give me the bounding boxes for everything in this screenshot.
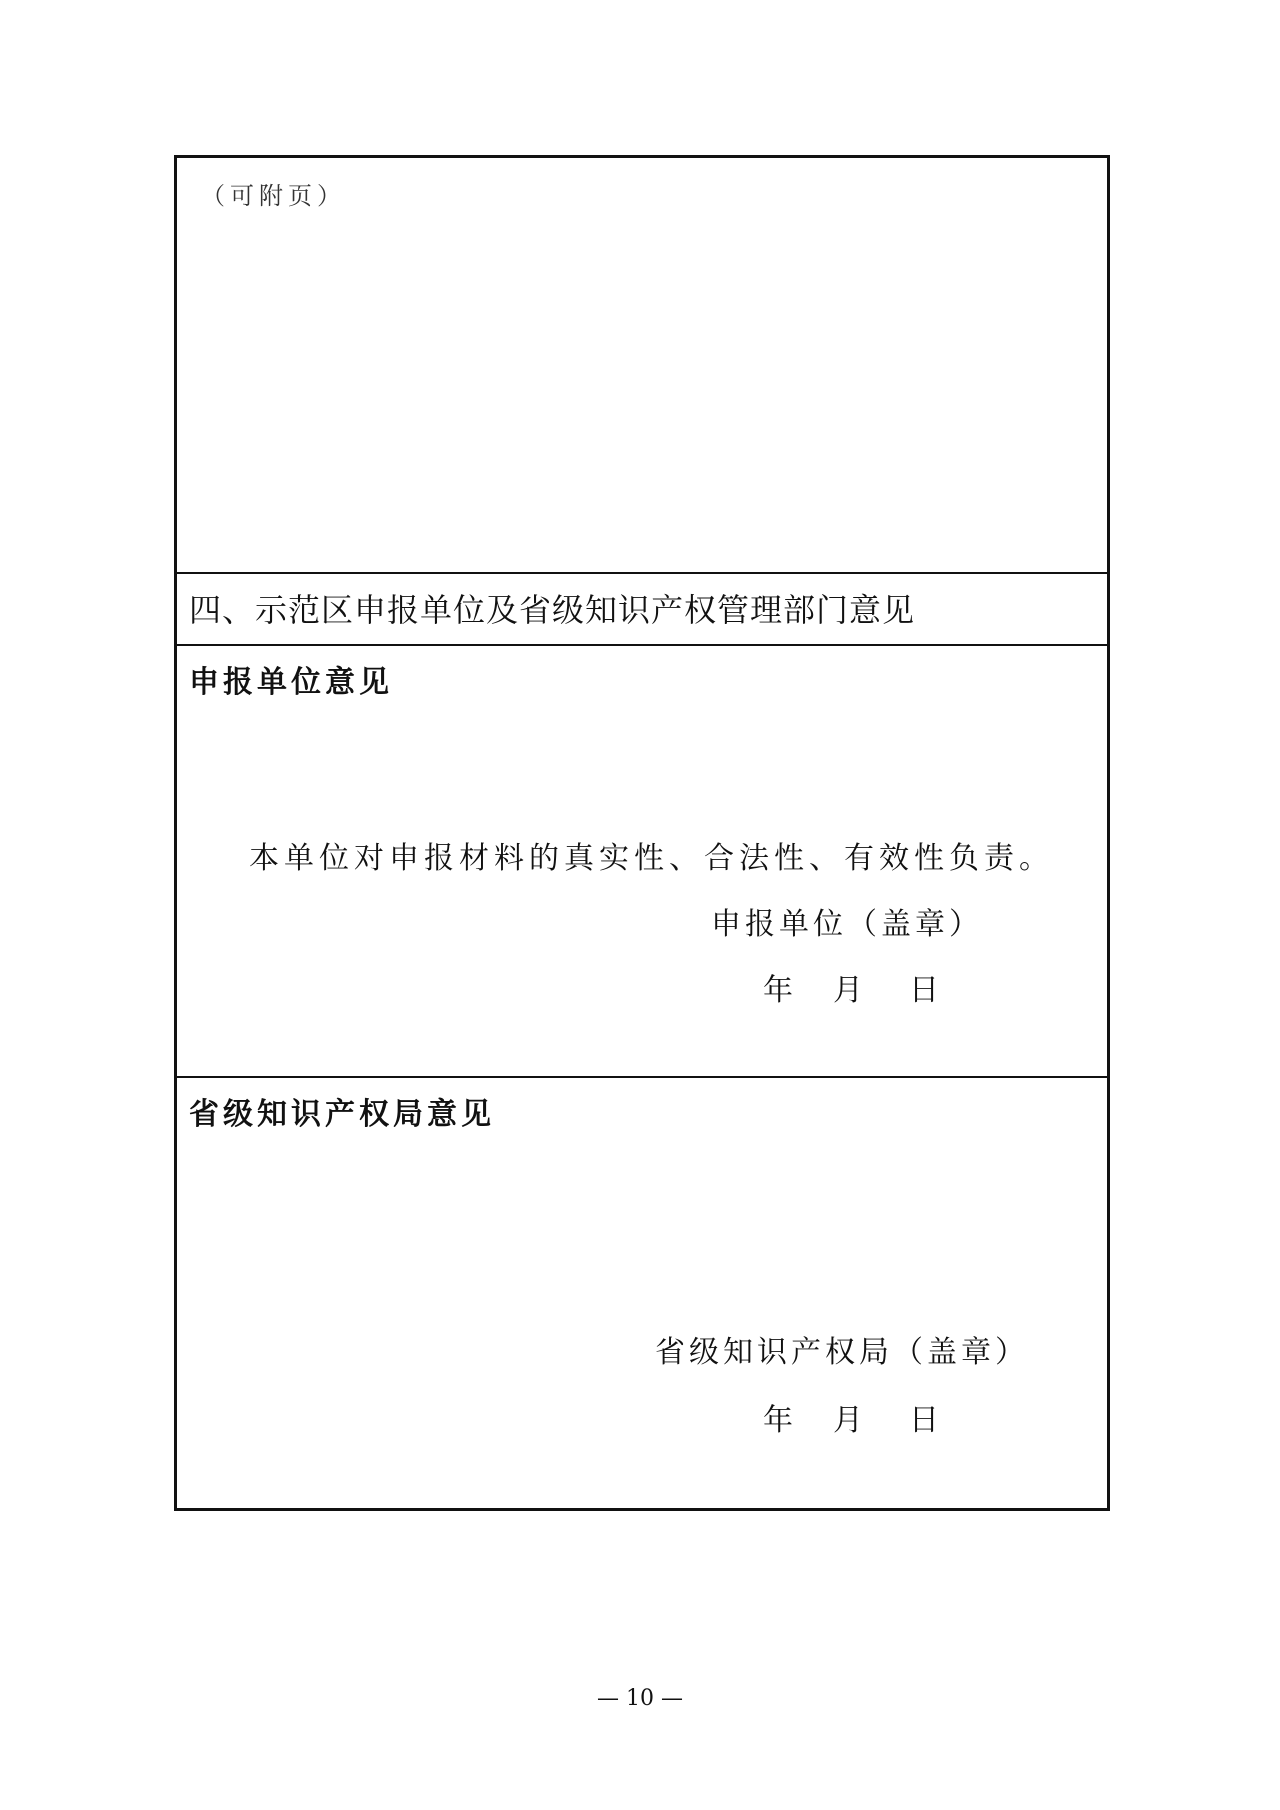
applicant-seal-label: 申报单位（盖章） (711, 907, 983, 942)
date-day-label: 日 (909, 1403, 939, 1438)
date-year-label: 年 (763, 1403, 793, 1438)
applicant-opinion-heading: 申报单位意见 (189, 665, 393, 700)
attachment-cell (177, 158, 1107, 574)
section-title: 四、示范区申报单位及省级知识产权管理部门意见 (189, 591, 916, 629)
page-number: — 10 — (597, 1686, 683, 1711)
date-day-label: 日 (909, 973, 939, 1008)
opinion-form-table (174, 155, 1110, 1511)
provincial-opinion-heading: 省级知识产权局意见 (189, 1097, 495, 1132)
provincial-seal-label: 省级知识产权局（盖章） (655, 1335, 1029, 1370)
attachment-note: （可附页） (201, 182, 346, 210)
date-month-label: 月 (833, 1403, 863, 1438)
section-header-row (177, 574, 1107, 646)
provincial-opinion-cell (177, 1078, 1107, 1508)
applicant-opinion-cell (177, 646, 1107, 1078)
date-month-label: 月 (833, 973, 863, 1008)
date-year-label: 年 (763, 973, 793, 1008)
applicant-statement: 本单位对申报材料的真实性、合法性、有效性负责。 (249, 841, 1054, 876)
